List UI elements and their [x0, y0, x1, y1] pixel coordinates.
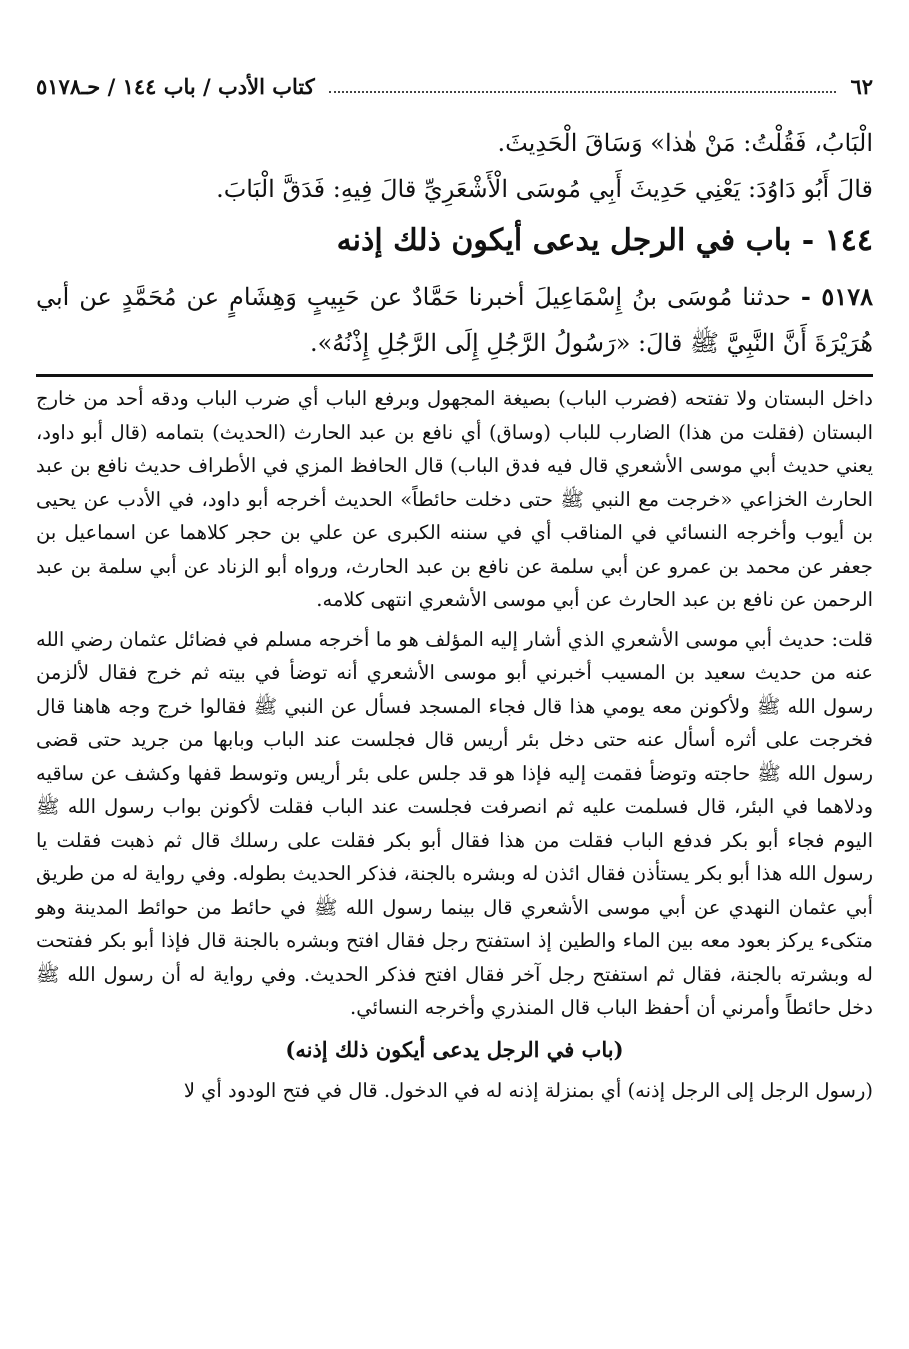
commentary	[36, 382, 873, 1114]
main-line-2: قالَ أَبُو دَاوُدَ: يَعْنِي حَدِيثَ أَبِي مُوسَى الْأَشْعَرِيِّ قالَ فِيهِ: فَدَقَّ الْبَابَ.	[216, 175, 873, 203]
chapter-title: ١٤٤ - باب في الرجل يدعى أيكون ذلك إذنه	[336, 223, 873, 258]
page-header	[36, 66, 873, 106]
main-text	[36, 120, 873, 366]
commentary-paragraph-2: قلت: حديث أبي موسى الأشعري الذي أشار إليه المؤلف هو ما أخرجه مسلم في فضائل عثمان رضي الله عنه من حديث سعيد بن المسيب أخبرني أبو موسى الأشعري أنه توضأ في بيته ثم خرج فقال لألزمن رسول الله ﷺ ولأكونن معه يومي هذا قال فجاء المسجد فسأل عن النبي ﷺ فقالوا خرج وجه هاهنا قال فخرجت على أثره أسأل عنه حتى دخل بئر أريس قال فجلست عند الباب وبابها من جريد حتى قضى رسول الله ﷺ حاجته وتوضأ فقمت إليه فإذا هو قد جلس على بئر أريس وتوسط قفها وكشف عن ساقيه ودلاهما في البئر، قال فسلمت عليه ثم انصرفت فجلست عند الباب فقلت لأكونن بواب رسول الله ﷺ اليوم فجاء أبو بكر فدفع الباب فقلت من هذا فقال أبو بكر فقلت على رسلك قال ثم ذهبت فقلت يا رسول الله هذا أبو بكر يستأذن فقال ائذن له وبشره بالجنة، فذكر الحديث بطوله. وفي رواية له من طريق أبي عثمان النهدي عن أبي موسى الأشعري قال بينما رسول الله ﷺ في حائط من حوائط المدينة وهو متكىء يركز بعود معه بين الماء والطين إذ استفتح رجل فقال افتح وبشره بالجنة قال فإذا أبو بكر ففتحت له وبشرته بالجنة، فقال ثم استفتح رجل آخر فقال افتح فذكر الحديث. وفي رواية له أن رسول الله ﷺ دخل حائطاً وأمرني أن أحفظ الباب قال المنذري وأخرجه النسائي.	[36, 627, 873, 1019]
hadith-text: حدثنا مُوسَى بنُ إِسْمَاعِيلَ أخبرنا حَمَّادٌ عن حَبِيبٍ وَهِشَامٍ عن مُحَمَّدٍ عن أبي هُرَيْرَةَ أَنَّ النَّبِيَّ ﷺ قالَ: «رَسُولُ الرَّجُلِ إِلَى الرَّجُلِ إِذْنُهُ».	[36, 283, 873, 357]
main-line-1: الْبَابُ، فَقُلْتُ: مَنْ هٰذا» وَسَاقَ الْحَدِيثَ.	[497, 129, 873, 157]
footnote-divider	[36, 374, 873, 377]
hadith-number: ٥١٧٨ -	[800, 282, 873, 311]
header-dotted-leader	[329, 79, 837, 93]
commentary-sub-heading: (باب في الرجل يدعى أيكون ذلك إذنه)	[285, 1036, 624, 1062]
commentary-paragraph-1: داخل البستان ولا تفتحه (فضرب الباب) بصيغة المجهول وبرفع الباب أي ضرب الباب ودقه أحد من خارج البستان (فقلت من هذا) الضارب للباب (وساق) أي نافع بن عبد الحارث (الحديث) بتمامه (قال أبو داود، يعني حديث أبي موسى الأشعري قال فيه فدق الباب) قال الحافظ المزي في الأطراف حديث نافع بن عبد الحارث الخزاعي «خرجت مع النبي ﷺ حتى دخلت حائطاً» الحديث أخرجه أبو داود، في الأدب عن يحيى بن أيوب وأخرجه النسائي في المناقب أي في سننه الكبرى عن علي بن حجر كلاهما عن اسماعيل بن جعفر عن محمد بن عمرو عن أبي سلمة عن نافع بن عبد الحارث، ورواه أبو الزناد عن أبي سلمة بن عبد الرحمن عن نافع بن عبد الحارث عن أبي موسى الأشعري انتهى كلامه.	[36, 387, 873, 611]
commentary-paragraph-3: (رسول الرجل إلى الرجل إذنه) أي بمنزلة إذنه له في الدخول. قال في فتح الودود أي لا	[183, 1079, 873, 1102]
running-head: كتاب الأدب / باب ١٤٤ / حـ٥١٧٨	[36, 73, 315, 99]
page-number: ٦٢	[850, 73, 873, 99]
hadith	[36, 274, 873, 366]
